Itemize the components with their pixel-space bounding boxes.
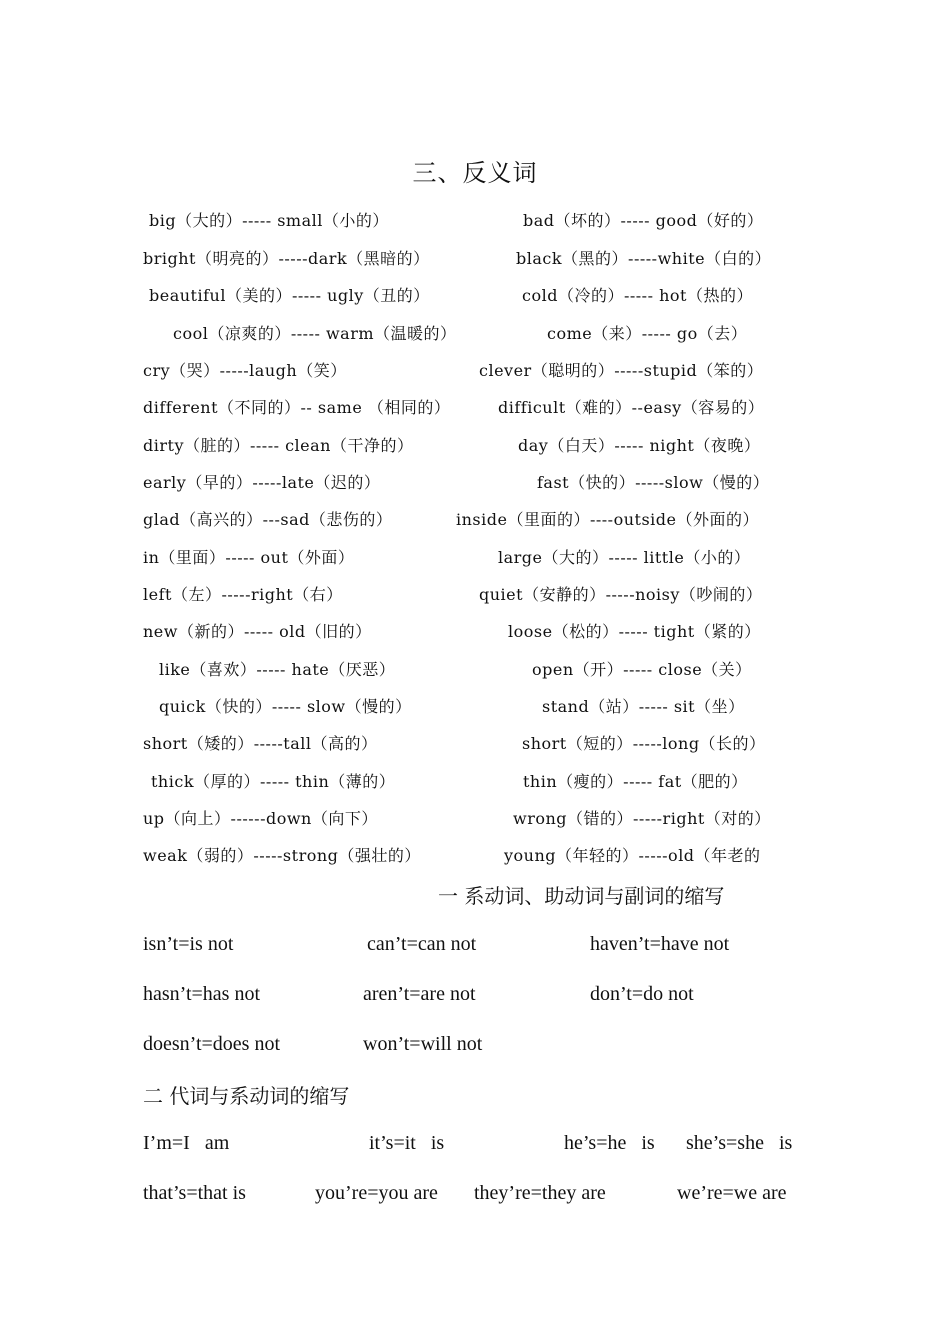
contraction-item: you’re=you are: [315, 1182, 438, 1204]
contraction-item: I’m=I am: [143, 1132, 230, 1154]
antonym-pair: black（黑的）-----white（白的）: [516, 249, 772, 268]
contraction-item: it’s=it is: [369, 1132, 445, 1154]
contraction-item: don’t=do not: [590, 983, 694, 1005]
contraction-item: won’t=will not: [363, 1033, 483, 1055]
section-one-heading: 一 系动词、助动词与副词的缩写: [438, 884, 725, 908]
antonym-pair: left（左）-----right（右）: [143, 585, 343, 604]
contraction-item: hasn’t=has not: [143, 983, 261, 1005]
antonym-pair: inside（里面的）----outside（外面的）: [456, 510, 759, 529]
section-two-heading: 二 代词与系动词的缩写: [143, 1084, 350, 1108]
antonym-pair: come（来）----- go（去）: [547, 324, 748, 343]
antonym-pair: short（短的）-----long（长的）: [522, 734, 766, 753]
antonym-pair: like（喜欢）----- hate（厌恶）: [159, 660, 396, 679]
antonym-pair: fast（快的）-----slow（慢的）: [537, 473, 770, 492]
contraction-item: aren’t=are not: [363, 983, 476, 1005]
antonym-pair: dirty（脏的）----- clean（干净的）: [143, 436, 414, 455]
contraction-item: doesn’t=does not: [143, 1033, 281, 1055]
antonym-pair: glad（高兴的）---sad（悲伤的）: [143, 510, 393, 529]
antonym-pair: beautiful（美的）----- ugly（丑的）: [149, 286, 430, 305]
antonym-pair: clever（聪明的）-----stupid（笨的）: [479, 361, 764, 380]
antonym-pair: cold（冷的）----- hot（热的）: [522, 286, 753, 305]
antonym-pair: bad（坏的）----- good（好的）: [523, 211, 764, 230]
contraction-item: isn’t=is not: [143, 933, 234, 955]
antonym-pair: quiet（安静的）-----noisy（吵闹的）: [479, 585, 763, 604]
antonym-pair: short（矮的）-----tall（高的）: [143, 734, 378, 753]
antonym-pair: wrong（错的）-----right（对的）: [513, 809, 771, 828]
antonym-pair: up（向上）------down（向下）: [143, 809, 378, 828]
contraction-item: he’s=he is: [564, 1132, 655, 1154]
contraction-item: they’re=they are: [474, 1182, 606, 1204]
contraction-item: she’s=she is: [686, 1132, 793, 1154]
antonym-pair: different（不同的）-- same （相同的）: [143, 398, 451, 417]
antonym-pair: day（白天）----- night（夜晚）: [518, 436, 761, 455]
antonym-pair: young（年轻的）-----old（年老的: [504, 846, 761, 865]
antonym-pair: thin（瘦的）----- fat（肥的）: [523, 772, 748, 791]
antonym-pair: early（早的）-----late（迟的）: [143, 473, 381, 492]
antonym-pair: in（里面）----- out（外面）: [143, 548, 355, 567]
antonym-pair: difficult（难的）--easy（容易的）: [498, 398, 765, 417]
contraction-item: we’re=we are: [677, 1182, 787, 1204]
antonym-pair: large（大的）----- little（小的）: [498, 548, 751, 567]
antonym-pair: thick（厚的）----- thin（薄的）: [151, 772, 396, 791]
antonym-pair: quick（快的）----- slow（慢的）: [159, 697, 412, 716]
contraction-item: can’t=can not: [367, 933, 477, 955]
antonym-pair: cry（哭）-----laugh（笑）: [143, 361, 347, 380]
antonym-pair: open（开）----- close（关）: [532, 660, 752, 679]
antonym-pair: bright（明亮的）-----dark（黑暗的）: [143, 249, 430, 268]
contraction-item: that’s=that is: [143, 1182, 246, 1204]
antonym-pair: cool（凉爽的）----- warm（温暖的）: [173, 324, 457, 343]
antonym-pair: stand（站）----- sit（坐）: [542, 697, 745, 716]
antonym-pair: weak（弱的）-----strong（强壮的）: [143, 846, 421, 865]
antonyms-title: 三、反义词: [412, 159, 538, 187]
antonym-pair: new（新的）----- old（旧的）: [143, 622, 372, 641]
antonym-pair: big（大的）----- small（小的）: [149, 211, 389, 230]
antonym-pair: loose（松的）----- tight（紧的）: [508, 622, 761, 641]
contraction-item: haven’t=have not: [590, 933, 730, 955]
